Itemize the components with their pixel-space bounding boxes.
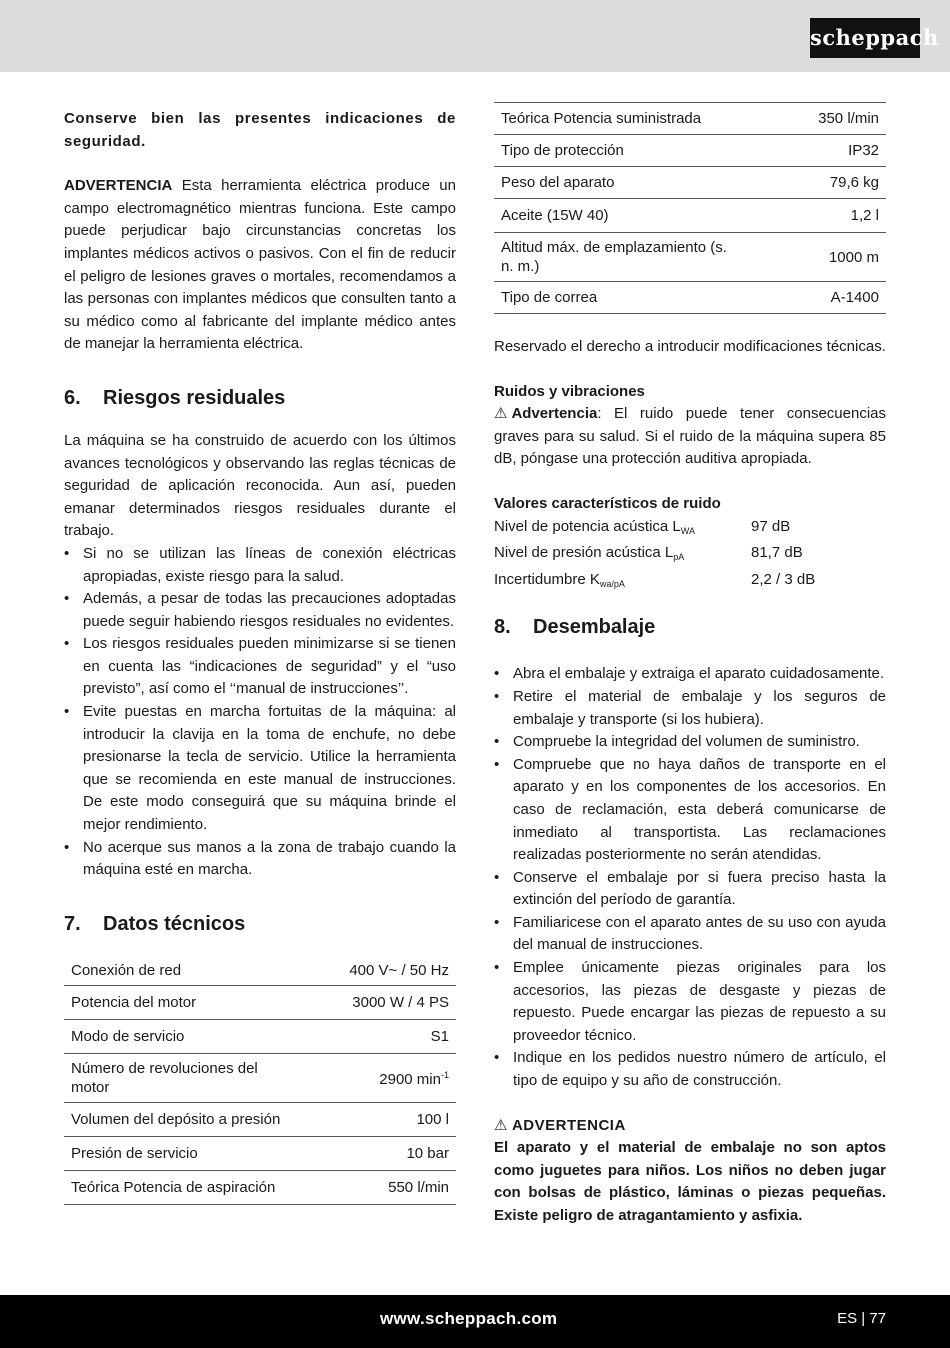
list-item: • Conserve el embalaje por si fuera preciso hasta la extinción del período de garantía. [494, 867, 886, 912]
warning-triangle-icon: ⚠ [494, 1116, 508, 1134]
spec-value [294, 1053, 456, 1102]
noise-label-subscript: WA [680, 525, 695, 536]
noise-label [494, 516, 751, 543]
table-row [64, 1019, 456, 1053]
website-url: www.scheppach.com [380, 1309, 558, 1328]
section-6-intro: La máquina se ha construido de acuerdo con los últimos avances tecnológicos y observando las reglas técnicas de seguridad de aplicación reconocida. Aun así, pueden emanar determinados riesgos residuales durante el trabajo. [64, 431, 456, 540]
tech-data-table-continued [494, 102, 886, 314]
noise-label-text: Incertidumbre K [494, 570, 600, 588]
spec-label: Tipo de protección [494, 135, 744, 167]
spec-value: 100 l [294, 1102, 456, 1136]
spec-value-exponent: -1 [440, 1070, 449, 1081]
noise-row [494, 542, 886, 569]
section-8-heading [494, 613, 886, 641]
noise-value: 97 dB [751, 517, 791, 535]
noise-label [494, 569, 751, 596]
list-item: • Además, a pesar de todas las precauciones adoptadas puede seguir habiendo riesgos residuales no evidentes. [64, 588, 456, 633]
noise-value: 2,2 / 3 dB [751, 570, 816, 588]
table-row [64, 1170, 456, 1204]
list-item: • Familiaricese con el aparato antes de su uso con ayuda del manual de instrucciones. [494, 912, 886, 957]
list-item: • Compruebe la integridad del volumen de suministro. [494, 731, 886, 754]
spec-value-text: 2900 min [379, 1071, 441, 1089]
spec-value: 1,2 l [744, 199, 886, 233]
section-8-bullet-list [494, 663, 886, 1092]
noise-warning-paragraph [494, 403, 886, 471]
list-item: • Indique en los pedidos nuestro número de artículo, el tipo de equipo y su año de construcción. [494, 1047, 886, 1092]
right-column [494, 102, 886, 1228]
noise-label-text: Nivel de presión acústica L [494, 544, 674, 562]
noise-heading: Ruidos y vibraciones [494, 382, 645, 400]
section-8-title: Desembalaje [533, 616, 656, 639]
table-row [494, 282, 886, 314]
page-number: ES | 77 [837, 1310, 886, 1327]
noise-value: 81,7 dB [751, 544, 803, 562]
spec-value: 3000 W / 4 PS [294, 985, 456, 1019]
noise-warning-label: Advertencia [511, 405, 598, 423]
spec-label: Teórica Potencia suministrada [494, 103, 744, 135]
spec-label: Peso del aparato [494, 167, 744, 199]
advertencia-label: ADVERTENCIA [64, 177, 173, 195]
spec-value: S1 [294, 1019, 456, 1053]
table-row [494, 233, 886, 282]
page-header [0, 0, 950, 72]
advertencia-text: Esta herramienta eléctrica produce un campo electromagnético mientras funciona. Este campo puede perjudicar bajo circunstancias concretas los implantes médicos activos o pasivos. Con el fin de reducir el peligro de lesiones graves o mortales, recomendamos a las personas con implantes médicos que consulten tanto a su médico como al fabricante del implante médico antes de manejar la herramienta eléctrica. [64, 177, 456, 353]
final-warning-text: El aparato y el material de embalaje no son aptos como juguetes para niños. Los niños no deben jugar con bolsas de plástico, láminas o piezas pequeñas. Existe peligro de atragantamiento y asfixia. [494, 1139, 886, 1224]
section-6-number: 6. [64, 386, 81, 409]
final-warning-label: ADVERTENCIA [511, 1116, 626, 1134]
advertencia-paragraph [64, 175, 456, 356]
section-7-heading [64, 910, 456, 938]
spec-value: 79,6 kg [744, 167, 886, 199]
list-item: • Compruebe que no haya daños de transporte en el aparato y en los componentes de los accesorios. En caso de reclamación, esta deberá comunicarse de inmediato al transportista. Las reclamaciones realizadas posteriormente no serán atendidas. [494, 754, 886, 867]
scheppach-logo: scheppach [810, 18, 920, 58]
final-warning-heading [494, 1115, 886, 1138]
table-row [494, 103, 886, 135]
table-row [64, 985, 456, 1019]
spec-value: 400 V~ / 50 Hz [294, 956, 456, 986]
spec-label: Potencia del motor [64, 985, 294, 1019]
left-column [64, 108, 456, 1205]
noise-values-heading: Valores característicos de ruido [494, 494, 721, 512]
list-item: • Evite puestas en marcha fortuitas de la máquina: al introducir la clavija en la toma de enchufe, no debe presionarse la tecla de servicio. Utilice la herramienta que se recomienda en este manual de instrucciones. De este modo conseguirá que su máquina brinde el mejor rendimiento. [64, 701, 456, 837]
page-footer [0, 1295, 950, 1348]
list-item: • Si no se utilizan las líneas de conexión eléctricas apropiadas, existe riesgo para la salud. [64, 543, 456, 588]
spec-value: 350 l/min [744, 103, 886, 135]
table-row [64, 1053, 456, 1102]
table-row [64, 956, 456, 986]
noise-row [494, 569, 886, 596]
spec-value: 550 l/min [294, 1170, 456, 1204]
section-7-number: 7. [64, 912, 81, 935]
spec-label: Aceite (15W 40) [494, 199, 744, 233]
list-item: • Retire el material de embalaje y los seguros de embalaje y transporte (si los hubiera). [494, 686, 886, 731]
spec-value: 1000 m [744, 233, 886, 282]
list-item: • No acerque sus manos a la zona de trabajo cuando la máquina esté en marcha. [64, 837, 456, 882]
table-row [494, 167, 886, 199]
tech-data-table [64, 956, 456, 1205]
reserved-changes-note: Reservado el derecho a introducir modificaciones técnicas. [494, 338, 886, 355]
spec-label: Altitud máx. de emplazamiento (s. n. m.) [494, 233, 744, 282]
spec-value: IP32 [744, 135, 886, 167]
spec-label: Número de revoluciones del motor [64, 1053, 294, 1102]
spec-label: Presión de servicio [64, 1136, 294, 1170]
noise-label-subscript: pA [673, 552, 685, 563]
spec-label: Modo de servicio [64, 1019, 294, 1053]
noise-label-subscript: wa/pA [599, 578, 625, 589]
table-row [494, 199, 886, 233]
section-6-bullet-list [64, 543, 456, 882]
spec-value: A-1400 [744, 282, 886, 314]
noise-warning-text: : El ruido puede tener consecuencias graves para su salud. Si el ruido de la máquina supera 85 dB, póngase una protección auditiva apropiada. [494, 405, 886, 468]
table-row [494, 135, 886, 167]
list-item: • Emplee únicamente piezas originales para los accesorios, las piezas de desgaste y piezas de repuesto. Puede encargar las piezas de repuesto a su proveedor técnico. [494, 957, 886, 1047]
spec-label: Tipo de correa [494, 282, 744, 314]
table-row [64, 1102, 456, 1136]
noise-label [494, 542, 751, 569]
section-6-heading [64, 384, 456, 412]
spec-label: Volumen del depósito a presión [64, 1102, 294, 1136]
noise-label-text: Nivel de potencia acústica L [494, 517, 681, 535]
warning-triangle-icon: ⚠ [494, 405, 508, 423]
spec-value: 10 bar [294, 1136, 456, 1170]
keep-instructions-note: Conserve bien las presentes indicaciones de seguridad. [64, 110, 456, 150]
table-row [64, 1136, 456, 1170]
noise-row [494, 516, 886, 543]
spec-label: Conexión de red [64, 956, 294, 986]
list-item: • Los riesgos residuales pueden minimizarse si se tienen en cuenta las “indicaciones de seguridad” y el “uso previsto”, así como el ‘‘manual de instrucciones’’. [64, 633, 456, 701]
section-6-title: Riesgos residuales [103, 386, 286, 409]
section-7-title: Datos técnicos [103, 912, 246, 935]
section-8-number: 8. [494, 616, 511, 639]
list-item: • Abra el embalaje y extraiga el aparato cuidadosamente. [494, 663, 886, 686]
spec-label: Teórica Potencia de aspiración [64, 1170, 294, 1204]
